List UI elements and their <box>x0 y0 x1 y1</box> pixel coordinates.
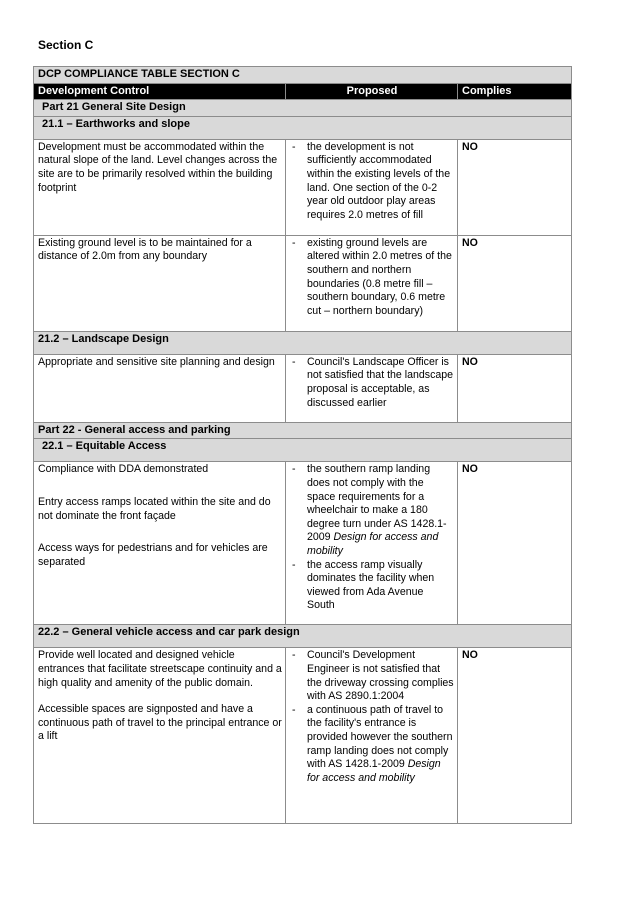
subsection-row <box>34 116 572 139</box>
proposed-item: - a continuous path of travel to the facility's entrance is provided however the southern ramp landing does not comply with AS 1428.1-2009 Design for access and mobility <box>290 704 454 786</box>
control-cell: Appropriate and sensitive site planning and design <box>34 354 286 422</box>
section-heading: Section C <box>38 38 94 52</box>
header-proposed: Proposed <box>286 83 458 100</box>
complies-cell: NO <box>458 235 572 331</box>
proposed-item: - Council's Landscape Officer is not satisfied that the landscape proposal is acceptable, as discussed earlier <box>290 356 454 410</box>
control-text: Compliance with DDA demonstrated <box>38 463 209 476</box>
complies-cell: NO <box>458 462 572 625</box>
subsection-row <box>34 331 572 354</box>
header-development-control: Development Control <box>34 83 286 100</box>
dcp-compliance-table <box>33 66 572 824</box>
control-text: Accessible spaces are signposted and have a continuous path of travel to the principal entrance or a lift <box>38 703 282 743</box>
part-row <box>34 100 572 117</box>
table-row <box>34 235 572 331</box>
header-complies: Complies <box>458 83 572 100</box>
control-cell: Existing ground level is to be maintained for a distance of 2.0m from any boundary <box>34 235 286 331</box>
subsection-21-1-label: 21.1 – Earthworks and slope <box>34 116 572 139</box>
subsection-row <box>34 439 572 462</box>
control-text: Provide well located and designed vehicle entrances that facilitate streetscape continuity and a high quality and amenity of the public domain. <box>38 649 282 689</box>
complies-cell: NO <box>458 648 572 824</box>
control-cell <box>34 462 286 625</box>
table-row <box>34 648 572 824</box>
proposed-cell <box>286 648 458 824</box>
subsection-22-2-label: 22.2 – General vehicle access and car park design <box>34 625 572 648</box>
proposed-cell <box>286 354 458 422</box>
proposed-item: - Council's Development Engineer is not satisfied that the driveway crossing complies with AS 2890.1:2004 <box>290 649 454 703</box>
proposed-cell <box>286 462 458 625</box>
part-row <box>34 422 572 439</box>
control-cell: Development must be accommodated within the natural slope of the land. Level changes across the site are to be primarily resolved within the building footprint <box>34 139 286 235</box>
proposed-item: - the development is not sufficiently accommodated within the existing levels of the land. One section of the 0-2 year old outdoor play areas requires 2.0 metres of fill <box>290 141 454 223</box>
table-title-row <box>34 67 572 84</box>
table-header-row <box>34 83 572 100</box>
proposed-item: - the access ramp visually dominates the facility when viewed from Ada Avenue South <box>290 559 454 613</box>
proposed-cell <box>286 139 458 235</box>
table-row <box>34 139 572 235</box>
table-title: DCP COMPLIANCE TABLE SECTION C <box>34 67 572 84</box>
subsection-21-2-label: 21.2 – Landscape Design <box>34 331 572 354</box>
table-row <box>34 354 572 422</box>
complies-cell: NO <box>458 354 572 422</box>
complies-cell: NO <box>458 139 572 235</box>
control-text: Entry access ramps located within the site and do not dominate the front façade <box>38 495 271 522</box>
control-text: Access ways for pedestrians and for vehicles are separated <box>38 542 268 568</box>
proposed-item: - the southern ramp landing does not comply with the space requirements for a wheelchair to make a 180 degree turn under AS 1428.1-2009 Design for access and mobility <box>290 463 454 558</box>
proposed-cell <box>286 235 458 331</box>
table-row <box>34 462 572 625</box>
proposed-item: - existing ground levels are altered within 2.0 metres of the southern and northern boundaries (0.8 metre fill – southern boundary, 0.6 metre cut – northern boundary) <box>290 237 454 319</box>
control-cell <box>34 648 286 824</box>
part-21-label: Part 21 General Site Design <box>34 100 572 117</box>
subsection-22-1-label: 22.1 – Equitable Access <box>34 439 572 462</box>
subsection-row <box>34 625 572 648</box>
part-22-label: Part 22 - General access and parking <box>34 422 572 439</box>
